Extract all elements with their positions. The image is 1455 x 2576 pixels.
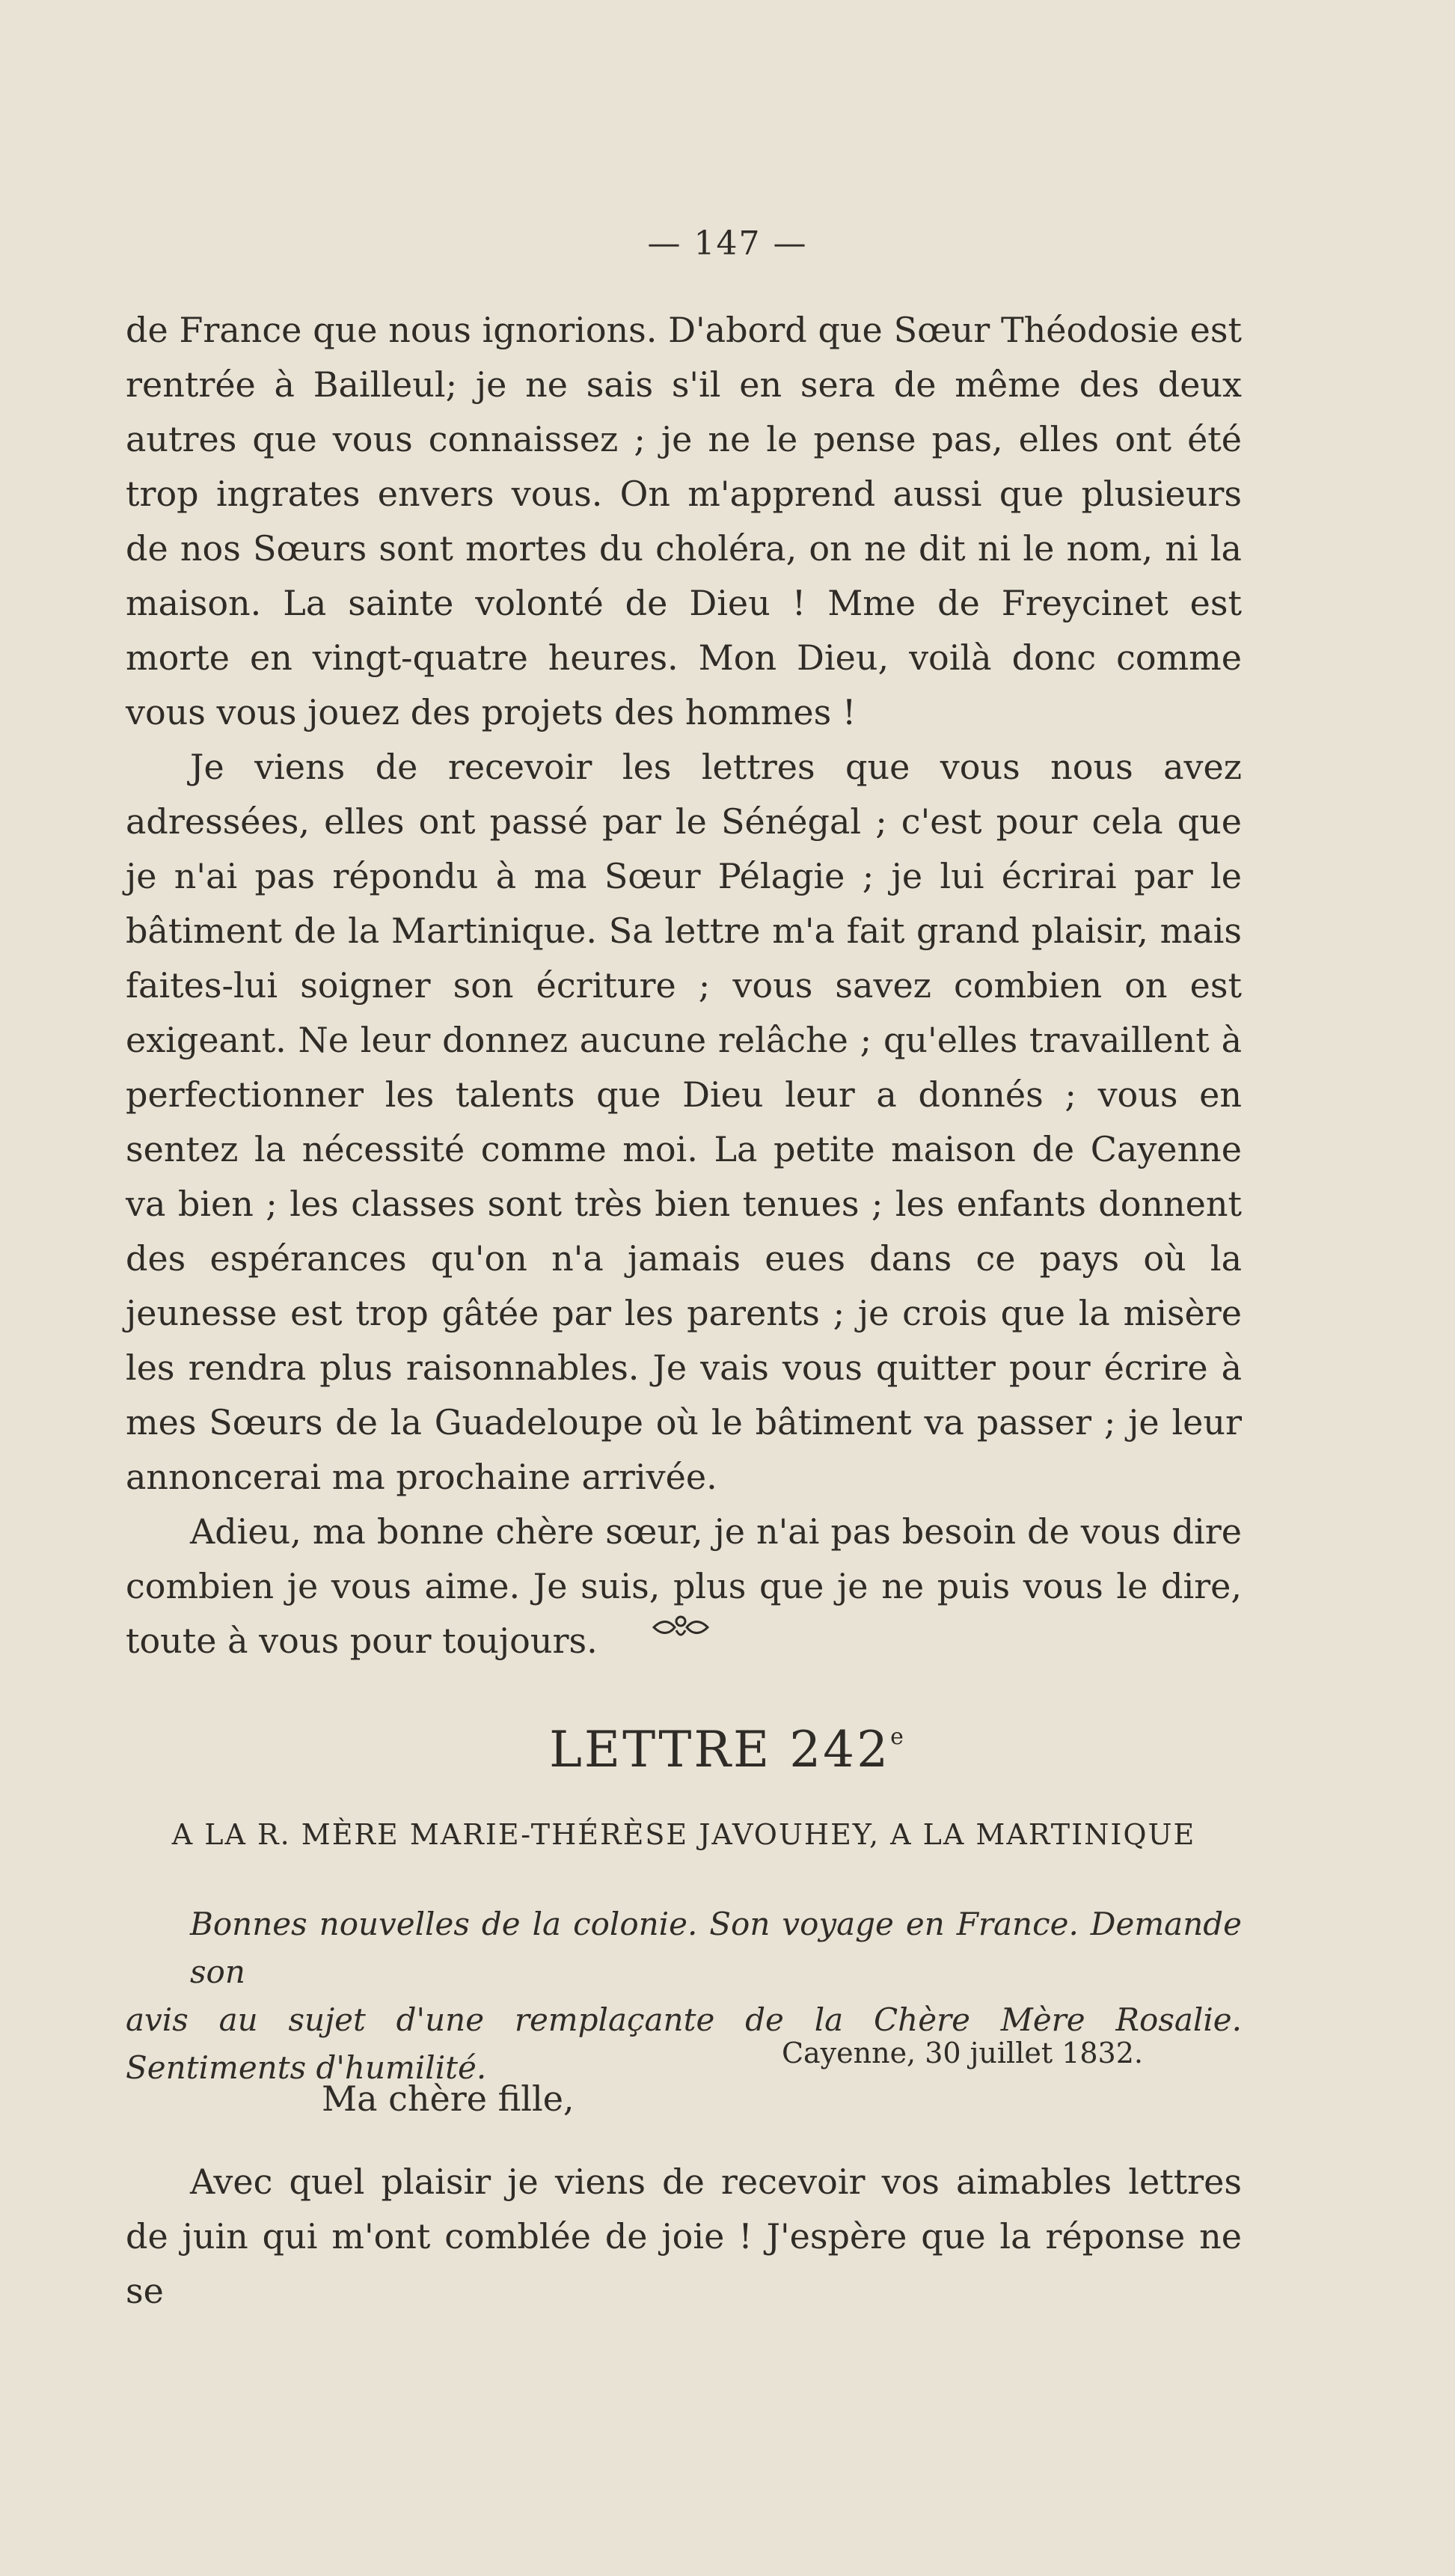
paragraph: Je viens de recevoir les lettres que vous nous avez adressées, elles ont passé par le Sénégal ; c'est pour cela que je n'ai pas répondu à ma Sœur Pélagie ; je lui écrirai par le bâtiment de la Martinique. Sa lettre m'a fait grand plaisir, mais faites-lui soigner son écriture ; vous savez combien on est exigeant. Ne leur donnez aucune relâche ; qu'elles travaillent à perfectionner les talents que Dieu leur a donnés ; vous en sentez la nécessité comme moi. La petite maison de Cayenne va bien ; les classes sont très bien tenues ; les enfants donnent des espérances qu'on n'a jamais eues dans ce pays où la jeunesse est trop gâtée par les parents ; je crois que la misère les rendra plus raisonnables. Je vais vous quitter pour écrire à mes Sœurs de la Guadeloupe où le bâtiment va passer ; je leur annoncerai ma prochaine arrivée. — [126, 747, 1242, 1497]
letter-addressee: A LA R. MÈRE MARIE-THÉRÈSE JAVOUHEY, A LA MARTINIQUE — [171, 1818, 1196, 1851]
letter-salutation: Ma chère fille, — [322, 2078, 575, 2119]
paragraph: Adieu, ma bonne chère sœur, je n'ai pas besoin de vous dire combien je vous aime. Je suis, plus que je ne puis vous le dire, toute à vous pour toujours. — [126, 1511, 1242, 1661]
fleuron-ornament-icon — [651, 1612, 711, 1642]
letter-heading — [0, 1721, 1455, 1778]
letter-242-text — [126, 2155, 1242, 2319]
letter-title-suffix: e — [890, 1724, 906, 1750]
paragraph: Avec quel plaisir je viens de recevoir vos aimables lettres de juin qui m'ont comblée de joie ! J'espère que la réponse ne se — [126, 2162, 1242, 2311]
paragraph: de France que nous ignorions. D'abord que Sœur Théodosie est rentrée à Bailleul; je ne sais s'il en sera de même des deux autres que vous connaissez ; je ne le pense pas, elles ont été trop ingrates envers vous. On m'apprend aussi que plusieurs de nos Sœurs sont mortes du choléra, on ne dit ni le nom, ni la maison. La sainte volonté de Dieu ! Mme de Freycinet est morte en vingt-quatre heures. Mon Dieu, voilà donc comme vous vous jouez des projets des hommes ! — [126, 310, 1242, 732]
page-number: — 147 — — [647, 224, 808, 263]
letter-dateline: Cayenne, 30 juillet 1832. — [781, 2037, 1143, 2069]
summary-line-rest: avis au sujet d'une remplaçante de la Chère Mère Rosalie. Sentiments d'humilité. — [126, 2001, 1242, 2086]
summary-line-1: Bonnes nouvelles de la colonie. Son voyage en France. Demande son — [190, 1906, 1242, 1990]
letter-241-closing-text — [126, 303, 1242, 1668]
letter-title: LETTRE 242 — [549, 1721, 891, 1778]
